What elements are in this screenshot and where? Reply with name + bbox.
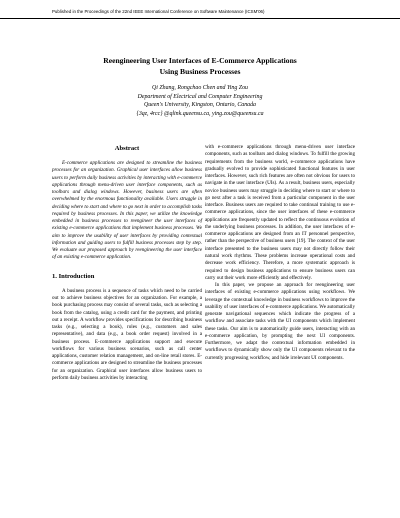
- intro-heading: 1. Introduction: [52, 272, 95, 280]
- author-names: Qi Zhang, Rongchao Chen and Ying Zou: [152, 85, 248, 91]
- title-line-1: Reengineering User Interfaces of E-Commerce Applications: [103, 56, 297, 65]
- right-column: [205, 144, 355, 362]
- intro-paragraph-3: In this paper, we propose an approach for reengineering user interfaces of existing e-commerce applications using workflows. We leverage the contextual knowledge in business workflows to improve the usability of user interfaces of e-commerce applications. We automatically generate navigational sequences which indicate the progress of a workflow and associate tasks with the UI components which implement these tasks. Our aim is to automatically guide users, interacting with an e-commerce application, by prompting the next UI components. Furthermore, we adapt the contextual information embedded in workflows to dynamically show only the UI components relevant to the currently progressing workflow, and hide irrelevant UI components.: [205, 282, 355, 361]
- left-column: [52, 144, 202, 382]
- abstract-heading: Abstract: [114, 145, 140, 152]
- author-university: Queen's University, Kingston, Ontario, Canada: [143, 102, 257, 108]
- running-head: Published in the Proceedings of the 22nd IEEE International Conference on Software Maintenance (ICSM'06): [52, 9, 265, 14]
- intro-paragraph-2: with e-commerce applications through menu-driven user interface components, such as toolbars and dialog windows. To fulfill the growing requirements from the business world, e-commerce applications have gradually evolved to provide sophisticated functional features in user interfaces. However, such rich features are often not obvious for users to navigate in the user interface (UIs). As a result, business users, especially novice business users may struggle in deciding where to start or where to go next after a task is received from a particular component in the user interface. Business users are required to take continual training to use e-commerce applications, since the user interfaces of these e-commerce applications are frequently updated to reflect the continuous evolution of the underlying business processes. In addition, the user interfaces of e-commerce applications are designed from an IT personnel perspective, rather than the perspective of business users [19]. The context of the user interface presented to the business users may not directly follow their natural work rhythms. These problems increase operational costs and decrease work efficiency. Therefore, a more systematic approach is required to design business applications to ensure business users can carry out their work more efficiently and effectively.: [205, 144, 355, 281]
- author-emails: {3qz, 4rcc} @qlink.queensu.ca, ying.zou@queensu.ca: [136, 110, 264, 117]
- header-rule: [0, 18, 400, 19]
- author-department: Department of Electrical and Computer Engineering: [137, 93, 263, 100]
- author-block: [80, 84, 320, 118]
- abstract-text: E-commerce applications are designed to streamline the business processes for an organization. Graphical user interfaces allow business users to perform daily business activities by interacting with e-commerce applications through menu-driven user interface components, such as toolbars and dialog windows. However, business users are often overwhelmed by the enormous functionality available. Users struggle in deciding where to start and where to go next in order to accomplish tasks required by business processes. In this paper, we utilize the knowledge embedded in business processes to reengineer the user interfaces of existing e-commerce applications that implement business processes. We aim to improve the usability of user interfaces by providing contextual information and guiding users to fulfill business processes step by step. We evaluate our proposed approach by reengineering the user interface of an existing e-commerce application.: [52, 160, 202, 261]
- title-line-2: Using Business Processes: [159, 67, 241, 76]
- intro-paragraph-1: A business process is a sequence of tasks which need to be carried out to achieve business objectives for an organization. For example, a book purchasing process may consist of several tasks, such as selecting a book from the catalog, using a credit card for the payment, and printing out a receipt. A workflow provides specifications for describing business tasks (e.g., selecting a book), roles (e.g., customers and sales representative), and data (e.g., a book order request) involved in a business process. E-commerce applications support and execute workflows for various business scenarios, such as call center applications, customer relation management, and on-line retail stores. E-commerce applications are designed to streamline the business processes for an organization. Graphical user interfaces allow business users to perform daily business activities by interacting: [52, 287, 202, 381]
- paper-title: [60, 55, 340, 77]
